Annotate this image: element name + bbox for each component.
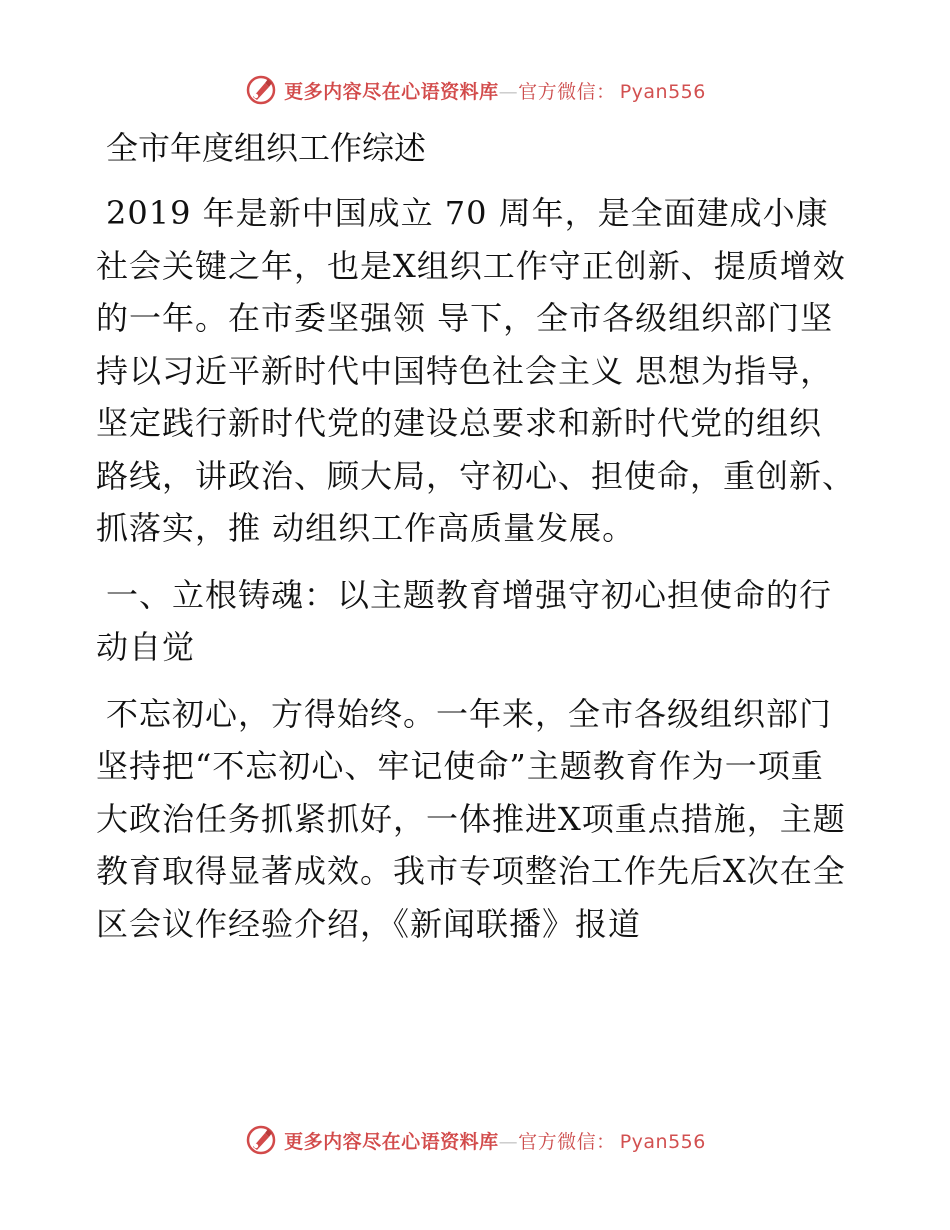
section-1-paragraph: 不忘初心，方得始终。一年来，全市各级组织部门坚持把“不忘初心、牢记使命”主题教育作为一项重大政治任务抓紧抓好，一体推进X项重点措施，主题教育取得显著成效。我市专项整治工作先后X次在全区会议作经验介绍，《新闻联播》报道 [96,694,846,943]
watermark-dash: — [498,1130,519,1153]
watermark-wechat-id: Pyan556 [619,80,706,103]
watermark-dash: — [498,80,519,103]
watermark-label: 官方微信： [518,80,616,103]
document-body [96,125,856,964]
document-title: 全市年度组织工作综述 [106,129,427,167]
watermark-label: 官方微信： [518,1130,616,1153]
watermark-wechat-id: Pyan556 [619,1130,706,1153]
watermark-main-text: 更多内容尽在心语资料库 [284,80,499,103]
watermark-header [0,70,950,110]
section-1-heading: 一、立根铸魂：以主题教育增强守初心担使命的行动自觉 [96,575,833,666]
watermark-logo-icon [244,1123,278,1157]
watermark-footer [0,1120,950,1160]
watermark-main-text: 更多内容尽在心语资料库 [284,1130,499,1153]
intro-paragraph: 2019 年是新中国成立 70 周年，是全面建成小康社会关键之年，也是X组织工作守正创新、提质增效的一年。在市委坚强领 导下，全市各级组织部门坚持以习近平新时代中国特色社会主义 思想为指导，坚定践行新时代党的建设总要求和新时代党的组织 路线，讲政治、顾大局，守初心、担使命，重创新、抓落实，推 动组织工作高质量发展。 [96,194,856,547]
watermark-logo-icon [244,73,278,107]
